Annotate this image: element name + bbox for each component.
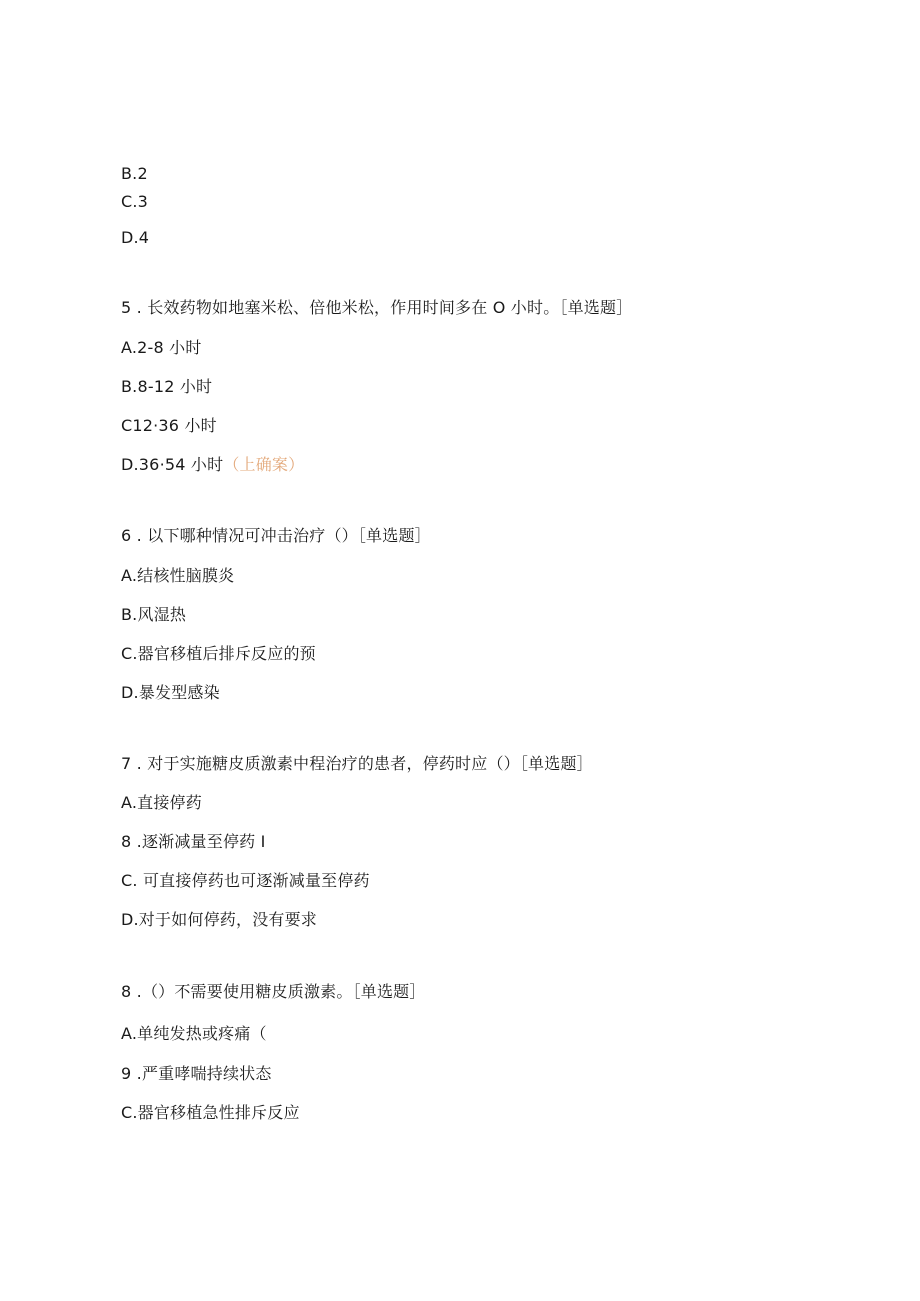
question-7: 7 . 对于实施糖皮质激素中程治疗的患者，停药时应（）［单选题］ <box>121 754 593 773</box>
option-d-4: D.4 <box>121 228 150 247</box>
q7-option-b: 8 .逐渐减量至停药 I <box>121 832 266 851</box>
q6-option-b: B.风湿热 <box>121 605 187 624</box>
question-6: 6 . 以下哪种情况可冲击治疗（）［单选题］ <box>121 526 431 545</box>
q7-option-c: C. 可直接停药也可逐渐减量至停药 <box>121 871 370 890</box>
q6-option-a: A.结核性脑膜炎 <box>121 566 235 585</box>
question-5: 5 . 长效药物如地塞米松、倍他米松，作用时间多在 O 小时。［单选题］ <box>121 298 633 317</box>
correct-answer-marker: （上确案） <box>223 455 305 474</box>
question-8: 8 .（）不需要使用糖皮质激素。［单选题］ <box>121 982 426 1001</box>
q7-option-d: D.对于如何停药，没有要求 <box>121 910 318 929</box>
q7-option-a: A.直接停药 <box>121 793 202 812</box>
q5-option-a: A.2-8 小时 <box>121 338 202 357</box>
q8-option-b: 9 .严重哮喘持续状态 <box>121 1064 272 1083</box>
q6-option-c: C.器官移植后排斥反应的预 <box>121 644 316 663</box>
q5-option-c: C12·36 小时 <box>121 416 217 435</box>
q6-option-d: D.暴发型感染 <box>121 683 220 702</box>
option-b-2: B.2 <box>121 164 148 183</box>
option-c-3: C.3 <box>121 192 149 211</box>
q5-option-d: D.36·54 小时（上确案） <box>121 455 305 474</box>
q8-option-a: A.单纯发热或疼痛（ <box>121 1024 267 1043</box>
q5-option-b: B.8-12 小时 <box>121 377 213 396</box>
q8-option-c: C.器官移植急性排斥反应 <box>121 1103 300 1122</box>
